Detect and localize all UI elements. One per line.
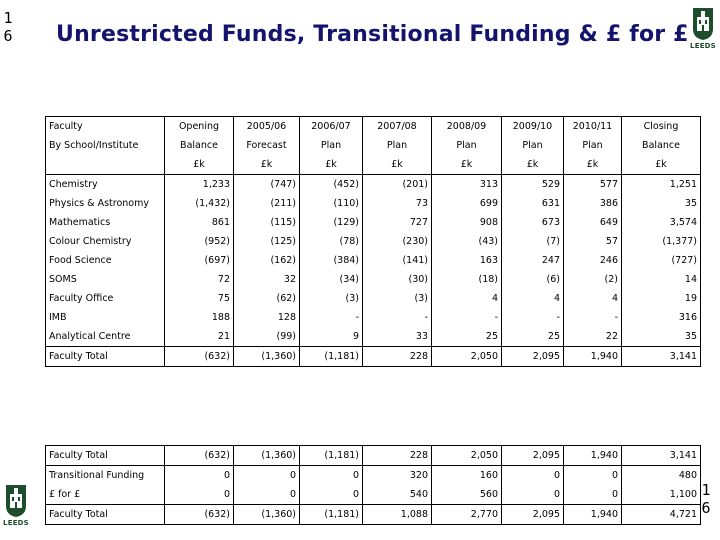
value-cell: 908	[432, 213, 502, 232]
value-cell: 1,940	[564, 505, 622, 525]
school-row	[46, 175, 701, 195]
value-cell: (125)	[234, 232, 300, 251]
value-cell: (1,181)	[300, 347, 363, 367]
university-logo	[3, 484, 29, 528]
value-cell: (1,377)	[622, 232, 701, 251]
school-row	[46, 327, 701, 347]
value-cell: (110)	[300, 194, 363, 213]
value-cell: 4	[432, 289, 502, 308]
value-cell: 386	[564, 194, 622, 213]
value-cell: (697)	[165, 251, 234, 270]
column-header: £k	[300, 155, 363, 175]
value-cell: 3,141	[622, 347, 701, 367]
column-header: Plan	[300, 136, 363, 155]
value-cell: 0	[300, 485, 363, 505]
logo-text: LEEDS	[690, 42, 716, 50]
header-label: Faculty	[46, 117, 165, 137]
value-cell: 320	[363, 466, 432, 486]
value-cell: 9	[300, 327, 363, 347]
value-cell: (201)	[363, 175, 432, 195]
value-cell: 33	[363, 327, 432, 347]
value-cell: (632)	[165, 505, 234, 525]
value-cell: 0	[234, 466, 300, 486]
value-cell: 1,088	[363, 505, 432, 525]
value-cell: 128	[234, 308, 300, 327]
value-cell: 247	[502, 251, 564, 270]
value-cell: (632)	[165, 446, 234, 466]
row-label: Faculty Total	[46, 446, 165, 466]
value-cell: 631	[502, 194, 564, 213]
column-header: Opening	[165, 117, 234, 137]
value-cell: 2,095	[502, 347, 564, 367]
value-cell: (230)	[363, 232, 432, 251]
value-cell: 2,050	[432, 446, 502, 466]
value-cell: (211)	[234, 194, 300, 213]
header-row	[46, 155, 701, 175]
value-cell: (3)	[363, 289, 432, 308]
value-cell: (727)	[622, 251, 701, 270]
value-cell: (2)	[564, 270, 622, 289]
summary-row	[46, 485, 701, 505]
column-header: £k	[432, 155, 502, 175]
value-cell: 0	[564, 485, 622, 505]
value-cell: 19	[622, 289, 701, 308]
value-cell: 188	[165, 308, 234, 327]
value-cell: (1,432)	[165, 194, 234, 213]
column-header: £k	[234, 155, 300, 175]
value-cell: (3)	[300, 289, 363, 308]
value-cell: (952)	[165, 232, 234, 251]
header-label: By School/Institute	[46, 136, 165, 155]
value-cell: (141)	[363, 251, 432, 270]
university-logo	[690, 7, 716, 51]
value-cell: 1,251	[622, 175, 701, 195]
value-cell: (34)	[300, 270, 363, 289]
value-cell: -	[502, 308, 564, 327]
value-cell: 0	[502, 485, 564, 505]
value-cell: (6)	[502, 270, 564, 289]
row-label: Analytical Centre	[46, 327, 165, 347]
value-cell: 21	[165, 327, 234, 347]
value-cell: -	[300, 308, 363, 327]
value-cell: 540	[363, 485, 432, 505]
slide-number-digit: 6	[701, 499, 711, 517]
column-header: 2007/08	[363, 117, 432, 137]
column-header: Plan	[432, 136, 502, 155]
value-cell: 2,050	[432, 347, 502, 367]
value-cell: (62)	[234, 289, 300, 308]
slide-number-digit: 6	[3, 27, 13, 45]
header-row	[46, 117, 701, 137]
university-crest-icon	[692, 7, 714, 41]
value-cell: (129)	[300, 213, 363, 232]
column-header: Balance	[165, 136, 234, 155]
school-row	[46, 213, 701, 232]
column-header: Plan	[502, 136, 564, 155]
value-cell: (747)	[234, 175, 300, 195]
column-header: £k	[363, 155, 432, 175]
row-label: Mathematics	[46, 213, 165, 232]
value-cell: -	[432, 308, 502, 327]
column-header: Closing	[622, 117, 701, 137]
funds-table	[45, 116, 701, 367]
value-cell: 4	[502, 289, 564, 308]
value-cell: 73	[363, 194, 432, 213]
column-header: 2009/10	[502, 117, 564, 137]
value-cell: (43)	[432, 232, 502, 251]
value-cell: 32	[234, 270, 300, 289]
value-cell: -	[363, 308, 432, 327]
summary-row	[46, 466, 701, 486]
row-label: Food Science	[46, 251, 165, 270]
value-cell: 75	[165, 289, 234, 308]
value-cell: (1,181)	[300, 446, 363, 466]
value-cell: 0	[300, 466, 363, 486]
value-cell: 529	[502, 175, 564, 195]
value-cell: 22	[564, 327, 622, 347]
column-header: Plan	[564, 136, 622, 155]
faculty-total-row	[46, 347, 701, 367]
value-cell: (99)	[234, 327, 300, 347]
school-row	[46, 289, 701, 308]
column-header: £k	[502, 155, 564, 175]
row-label: Physics & Astronomy	[46, 194, 165, 213]
column-header: Forecast	[234, 136, 300, 155]
value-cell: 1,233	[165, 175, 234, 195]
value-cell: 25	[502, 327, 564, 347]
value-cell: (1,360)	[234, 446, 300, 466]
value-cell: 0	[165, 466, 234, 486]
column-header: 2006/07	[300, 117, 363, 137]
value-cell: 4	[564, 289, 622, 308]
value-cell: (1,360)	[234, 347, 300, 367]
value-cell: (18)	[432, 270, 502, 289]
header-row	[46, 136, 701, 155]
value-cell: 35	[622, 194, 701, 213]
value-cell: 3,141	[622, 446, 701, 466]
value-cell: 2,095	[502, 446, 564, 466]
row-label: Faculty Total	[46, 347, 165, 367]
row-label: Faculty Total	[46, 505, 165, 525]
value-cell: 228	[363, 347, 432, 367]
value-cell: 480	[622, 466, 701, 486]
value-cell: 727	[363, 213, 432, 232]
value-cell: (452)	[300, 175, 363, 195]
value-cell: 0	[502, 466, 564, 486]
value-cell: 0	[234, 485, 300, 505]
summary-row	[46, 505, 701, 525]
value-cell: (1,360)	[234, 505, 300, 525]
column-header: Balance	[622, 136, 701, 155]
school-row	[46, 270, 701, 289]
value-cell: 25	[432, 327, 502, 347]
value-cell: 673	[502, 213, 564, 232]
school-row	[46, 251, 701, 270]
value-cell: 577	[564, 175, 622, 195]
school-row	[46, 232, 701, 251]
value-cell: 1,100	[622, 485, 701, 505]
column-header: 2008/09	[432, 117, 502, 137]
value-cell: 313	[432, 175, 502, 195]
summary-row	[46, 446, 701, 466]
value-cell: 316	[622, 308, 701, 327]
value-cell: 649	[564, 213, 622, 232]
value-cell: 2,770	[432, 505, 502, 525]
slide-number-top	[1, 9, 15, 45]
row-label: Faculty Office	[46, 289, 165, 308]
value-cell: 0	[165, 485, 234, 505]
page-title: Unrestricted Funds, Transitional Funding & £ for £	[56, 22, 689, 47]
value-cell: (632)	[165, 347, 234, 367]
value-cell: (7)	[502, 232, 564, 251]
value-cell: 0	[564, 466, 622, 486]
value-cell: 14	[622, 270, 701, 289]
row-label: Chemistry	[46, 175, 165, 195]
value-cell: 699	[432, 194, 502, 213]
value-cell: (115)	[234, 213, 300, 232]
value-cell: 4,721	[622, 505, 701, 525]
value-cell: 57	[564, 232, 622, 251]
value-cell: 35	[622, 327, 701, 347]
row-label: SOMS	[46, 270, 165, 289]
value-cell: 2,095	[502, 505, 564, 525]
value-cell: 3,574	[622, 213, 701, 232]
school-row	[46, 194, 701, 213]
slide-number-digit: 1	[701, 481, 711, 499]
value-cell: 160	[432, 466, 502, 486]
row-label: IMB	[46, 308, 165, 327]
value-cell: (1,181)	[300, 505, 363, 525]
column-header: Plan	[363, 136, 432, 155]
logo-text: LEEDS	[3, 519, 29, 527]
row-label: £ for £	[46, 485, 165, 505]
value-cell: -	[564, 308, 622, 327]
value-cell: 246	[564, 251, 622, 270]
school-row	[46, 308, 701, 327]
value-cell: (384)	[300, 251, 363, 270]
header-label	[46, 155, 165, 175]
column-header: £k	[165, 155, 234, 175]
summary-table	[45, 445, 701, 525]
value-cell: 1,940	[564, 347, 622, 367]
column-header: £k	[622, 155, 701, 175]
value-cell: (78)	[300, 232, 363, 251]
row-label: Colour Chemistry	[46, 232, 165, 251]
column-header: £k	[564, 155, 622, 175]
value-cell: (162)	[234, 251, 300, 270]
value-cell: 1,940	[564, 446, 622, 466]
row-label: Transitional Funding	[46, 466, 165, 486]
value-cell: 163	[432, 251, 502, 270]
value-cell: 72	[165, 270, 234, 289]
value-cell: 861	[165, 213, 234, 232]
value-cell: 228	[363, 446, 432, 466]
column-header: 2005/06	[234, 117, 300, 137]
slide-number-bottom	[699, 481, 713, 517]
value-cell: 560	[432, 485, 502, 505]
university-crest-icon	[5, 484, 27, 518]
slide-number-digit: 1	[3, 9, 13, 27]
column-header: 2010/11	[564, 117, 622, 137]
value-cell: (30)	[363, 270, 432, 289]
